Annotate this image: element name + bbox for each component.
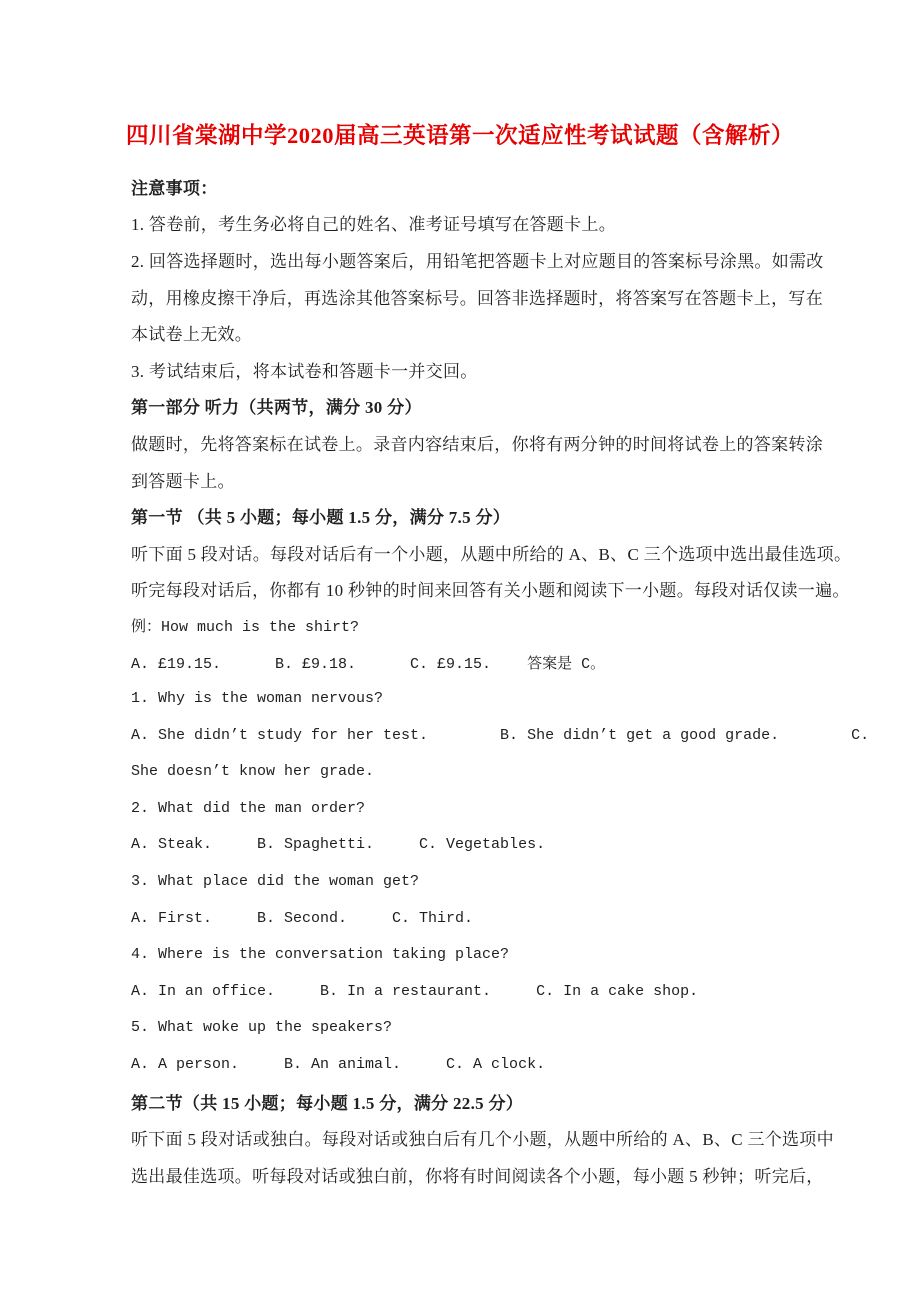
document-line: 注意事项： [131,178,218,198]
document-line: 第一节 （共 5 小题；每小题 1.5 分，满分 7.5 分） [131,508,511,528]
document-body [131,168,870,1193]
document-line: 做题时，先将答案标在试卷上。录音内容结束后，你将有两分钟的时间将试卷上的答案转涂 [131,434,823,454]
document-line: 动，用橡皮擦干净后，再选涂其他答案标号。回答非选择题时，将答案写在答题卡上，写在 [131,288,823,308]
document-line: 到答题卡上。 [131,471,235,491]
document-line: 例：How much is the shirt? [131,618,360,636]
document-line: 听下面 5 段对话或独白。每段对话或独白后有几个小题，从题中所给的 A、B、C 三个选项中 [131,1130,834,1150]
document-line: 听完每段对话后，你都有 10 秒钟的时间来回答有关小题和阅读下一小题。每段对话仅读一遍。 [131,581,850,601]
document-line: She doesn’t know her grade. [131,763,375,781]
document-line: A. In an office. B. In a restaurant. C. In a cake shop. [131,982,699,1000]
document-line: 3. 考试结束后，将本试卷和答题卡一并交回。 [131,361,478,381]
document-line: 第一部分 听力（共两节，满分 30 分） [131,398,422,418]
document-line: A. £19.15. B. £9.18. C. £9.15. 答案是 C。 [131,655,606,673]
document-title: 四川省棠湖中学2020届高三英语第一次适应性考试试题（含解析） [125,123,794,148]
document-line: A. Steak. B. Spaghetti. C. Vegetables. [131,836,546,854]
document-line: 听下面 5 段对话。每段对话后有一个小题，从题中所给的 A、B、C 三个选项中选出最佳选项。 [131,544,852,564]
document-line: 选出最佳选项。听每段对话或独白前，你将有时间阅读各个小题，每小题 5 秒钟；听完后， [131,1166,824,1186]
document-line: 4. Where is the conversation taking place? [131,946,510,964]
document-line: 本试卷上无效。 [131,325,253,345]
document-line: A. A person. B. An animal. C. A clock. [131,1056,546,1074]
document-line: 2. 回答选择题时，选出每小题答案后，用铅笔把答题卡上对应题目的答案标号涂黑。如需改 [131,251,824,271]
document-line: 2. What did the man order? [131,799,366,817]
document-line: 3. What place did the woman get? [131,873,420,891]
document-line: 第二节（共 15 小题；每小题 1.5 分，满分 22.5 分） [131,1093,524,1113]
document-line: A. First. B. Second. C. Third. [131,909,474,927]
document-line: A. She didn’t study for her test. B. She didn’t get a good grade. C. [131,726,870,744]
document-line: 1. 答卷前，考生务必将自己的姓名、准考证号填写在答题卡上。 [131,215,616,235]
document-line: 1. Why is the woman nervous? [131,690,384,708]
document-line: 5. What woke up the speakers? [131,1019,393,1037]
